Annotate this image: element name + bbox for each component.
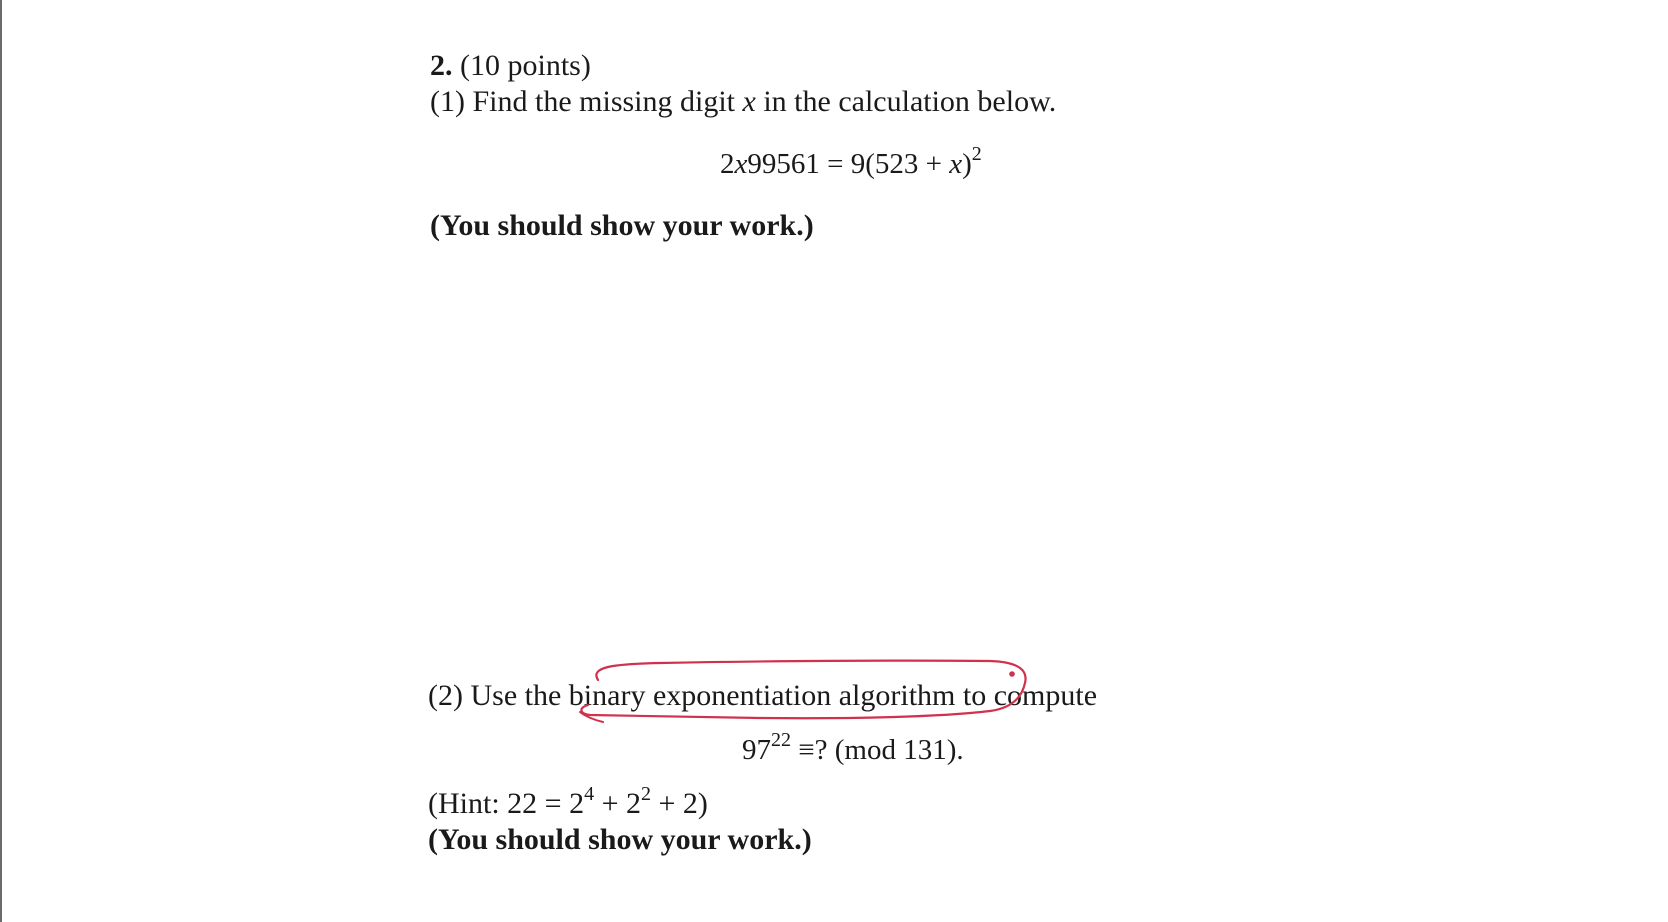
equation-lhs-digit: 2 <box>720 148 735 180</box>
part1-show-work: (You should show your work.) <box>430 209 814 242</box>
part2-circled-text: binary exponentiation algorithm <box>568 679 956 712</box>
hint-exponent-1: 4 <box>584 783 595 805</box>
part1-label: (1) <box>430 85 465 118</box>
equation-exponent: 2 <box>971 143 982 166</box>
part2-prompt <box>428 678 1097 714</box>
equation-base: 97 <box>742 734 771 766</box>
part2-text-before: Use the <box>470 679 562 712</box>
part1-text-after: in the calculation below. <box>763 85 1057 118</box>
problem-header <box>430 48 591 84</box>
hint-prefix: (Hint: 22 = 2 <box>428 787 585 820</box>
problem-number: 2. <box>430 49 453 82</box>
equation-lhs-rest: 99561 = 9(523 + <box>747 148 950 180</box>
hint-exponent-2: 2 <box>641 783 652 805</box>
part2-text-after: to compute <box>962 679 1098 712</box>
part1-equation <box>720 143 982 182</box>
part1-text-before: Find the missing digit <box>472 85 736 118</box>
equation-rhs-close: ) <box>962 148 972 180</box>
equation-lhs-variable: x <box>734 148 748 180</box>
equation-rhs-variable: x <box>949 148 963 180</box>
equation-exponent: 22 <box>771 729 791 752</box>
equation-rest: ≡? (mod 131). <box>791 734 964 766</box>
part2-label: (2) <box>428 679 463 712</box>
part1-prompt <box>430 84 1056 120</box>
hint-suffix: + 2) <box>651 787 708 820</box>
part2-equation <box>742 729 964 768</box>
part1-variable: x <box>742 85 756 118</box>
hint-middle: + 2 <box>594 787 642 820</box>
problem-points: (10 points) <box>460 49 591 82</box>
page-left-border <box>0 0 2 922</box>
part2-hint <box>428 783 708 822</box>
part2-show-work: (You should show your work.) <box>428 823 812 856</box>
